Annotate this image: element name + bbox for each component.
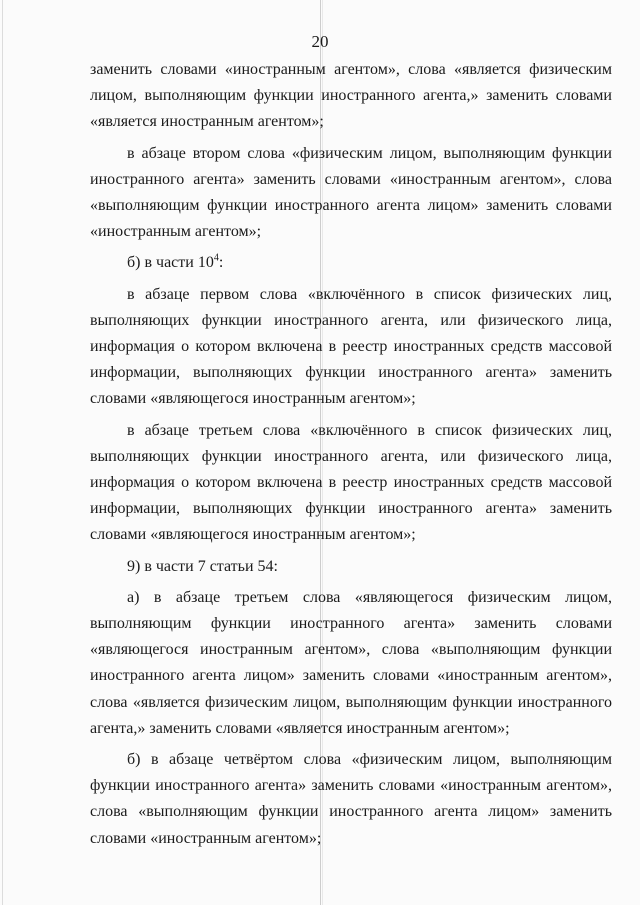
paragraph: заменить словами «иностранным агентом», слова «является физическим лицом, выполняющим функции иностранного агента,» заменить словами «является иностранным агентом»;: [90, 61, 612, 131]
page-number: 20: [311, 32, 329, 51]
paragraph: б) в абзаце четвёртом слова «физическим лицом, выполняющим функции иностранного агента» заменить словами «иностранным агентом», слова «выполняющим функции иностранного агента лицом» заменить словами «иностранным агентом»;: [90, 751, 612, 847]
paragraph-heading: [90, 250, 612, 276]
paragraph: 9) в части 7 статьи 54:: [127, 557, 278, 575]
document-body: [90, 57, 612, 852]
paragraph: в абзаце первом слова «включённого в список физических лиц, выполняющих функции иностранного агента, или физического лица, информация о котором включена в реестр иностранных средств массовой информации, выполняющих функции иностранного агента» заменить словами «являющегося иностранным агентом»;: [90, 285, 612, 408]
scan-edge-line: [2, 0, 3, 905]
paragraph: а) в абзаце третьем слова «являющегося физическим лицом, выполняющим функции иностранного агента» заменить словами «являющегося иностранным агентом», слова «выполняющим функции иностранного агента лицом» заменить словами «иностранным агентом», слова «является физическим лицом, выполняющим функции иностранного агента,» заменить словами «является иностранным агентом»;: [90, 588, 612, 737]
paragraph: в абзаце втором слова «физическим лицом, выполняющим функции иностранного агента» заменить словами «иностранным агентом», слова «выполняющим функции иностранного агента лицом» заменить словами «иностранным агентом»;: [90, 144, 612, 241]
paragraph: в абзаце третьем слова «включённого в список физических лиц, выполняющих функции иностранного агента, или физического лица, информация о котором включена в реестр иностранных средств массовой информации, выполняющих функции иностранного агента» заменить словами «являющегося иностранным агентом»;: [90, 421, 612, 544]
superscript: 4: [213, 253, 219, 265]
paragraph-text: б) в части 10: [127, 254, 214, 272]
colon: :: [218, 254, 224, 272]
